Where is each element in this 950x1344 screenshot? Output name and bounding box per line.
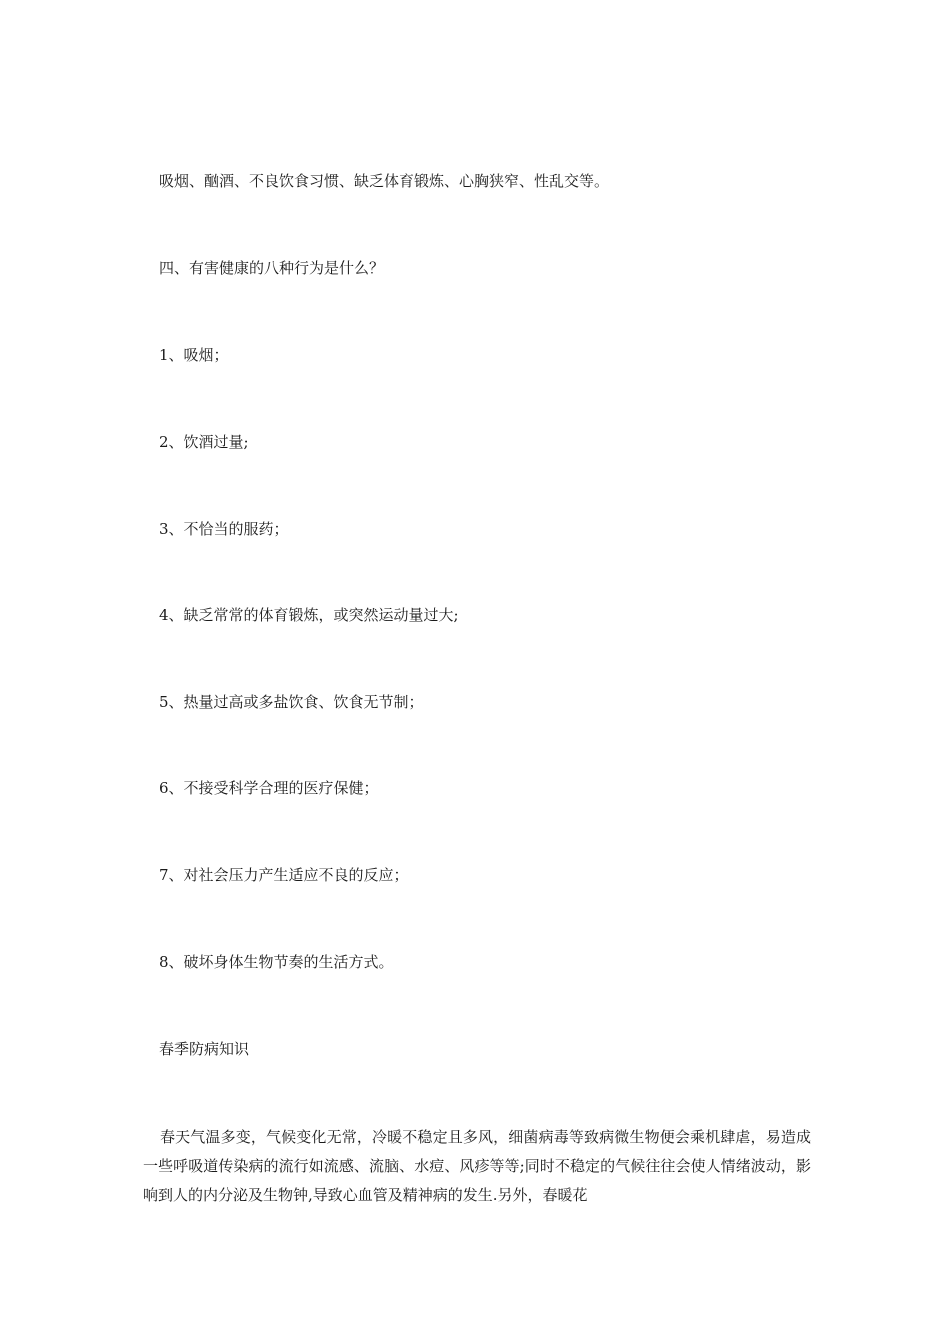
section-heading-eight-behaviors: 四、有害健康的八种行为是什么？ — [159, 259, 385, 277]
list-item: 1、吸烟； — [159, 346, 229, 364]
list-item: 6、不接受科学合理的医疗保健； — [159, 779, 379, 797]
list-item: 4、缺乏常常的体育锻炼，或突然运动量过大; — [159, 606, 459, 624]
list-item: 2、饮酒过量; — [159, 433, 249, 451]
section-heading-spring-disease: 春季防病知识 — [159, 1040, 250, 1058]
list-item: 5、热量过高或多盐饮食、饮食无节制； — [159, 693, 424, 711]
list-item: 7、对社会压力产生适应不良的反应； — [159, 866, 409, 884]
list-item: 3、不恰当的服药； — [159, 520, 289, 538]
text-line-risk-factors: 吸烟、酗酒、不良饮食习惯、缺乏体育锻炼、心胸狭窄、性乱交等。 — [159, 172, 610, 190]
list-item: 8、破坏身体生物节奏的生活方式。 — [159, 953, 394, 971]
body-paragraph: 春天气温多变，气候变化无常，冷暖不稳定且多风，细菌病毒等致病微生物便会乘机肆虐，易造成一些呼吸道传染病的流行如流感、流脑、水痘、风疹等等;同时不稳定的气候往往会使人情绪波动，影响到人的内分泌及生物钟,导致心血管及精神病的发生.另外，春暖花 — [143, 1128, 811, 1204]
